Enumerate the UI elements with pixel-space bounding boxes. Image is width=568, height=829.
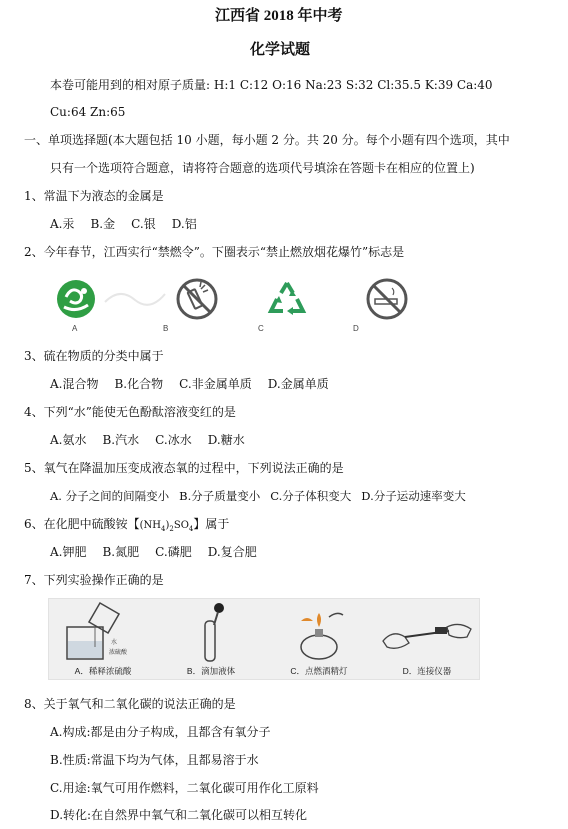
option-a-caption: A．稀释浓硫酸 [74,666,132,676]
option-b[interactable]: B.氮肥 [102,545,140,559]
sign-label-b: B [163,324,169,333]
option-d-image[interactable] [373,599,481,681]
option-a[interactable]: A.混合物 [50,377,99,391]
sign-label-a: A [72,324,78,333]
question-7-stem: 7、下列实验操作正确的是 [24,573,164,587]
option-c[interactable]: C.分子体积变大 [270,489,352,503]
ammonium-sulfate-formula: $(NH_4)_2SO_4$ [139,520,194,533]
atomic-mass-line-1: 本卷可能用到的相对原子质量: H:1 C:12 O:16 Na:23 S:32 Cl:35.5 K:39 Ca:40 [50,78,493,92]
section-instructions-2: 只有一个选项符合题意，请将符合题意的选项代号填涂在答题卡在相应的位置上) [50,161,475,175]
question-8-option-b[interactable]: B.性质:常温下均为气体，且都易溶于水 [50,753,259,767]
question-8-stem: 8、关于氧气和二氧化碳的说法正确的是 [24,697,236,711]
atomic-mass-line-2: Cu:64 Zn:65 [50,105,126,119]
sign-label-c: C [258,324,264,333]
question-3-stem: 3、硫在物质的分类中属于 [24,349,164,363]
question-6-options [50,545,273,559]
option-c[interactable]: C.冰水 [155,433,192,447]
water-label: 水 [111,640,118,646]
question-4-options [50,433,261,447]
option-b[interactable]: B.金 [90,217,116,231]
question-8-option-a[interactable]: A.构成:都是由分子构成，且都含有氧分子 [50,725,271,739]
option-b-caption: B．滴加液体 [186,666,236,676]
option-b-image[interactable] [157,599,265,681]
question-6-stem: 6、在化肥中硫酸铵【$(NH_4)_2SO_4$】属于 [24,517,230,533]
question-3-options [50,377,345,391]
question-1-stem: 1、常温下为液态的金属是 [24,189,164,203]
question-5-options [50,489,482,503]
option-b[interactable]: B.分子质量变小 [179,489,261,503]
question-5-stem: 5、氧气在降温加压变成液态氧的过程中，下列说法正确的是 [24,461,344,475]
dropper-tube-icon [187,601,237,665]
option-a-image[interactable] [49,599,157,681]
option-b[interactable]: B.汽水 [102,433,140,447]
option-a[interactable]: A.氨水 [50,433,87,447]
option-d[interactable]: D.复合肥 [207,545,257,559]
green-sign-icon[interactable] [54,277,98,321]
exam-subject: 化学试题 [250,42,311,58]
question-4-stem: 4、下列“水”能使无色酚酞溶液变红的是 [24,405,236,419]
option-c-caption: C．点燃酒精灯 [290,666,348,676]
option-d[interactable]: D.铝 [171,217,197,231]
sign-label-d: D [353,324,359,333]
option-a[interactable]: A.汞 [50,217,75,231]
option-c[interactable]: C.磷肥 [155,545,192,559]
no-firecrackers-icon[interactable] [175,277,219,321]
question-1-options [50,217,213,231]
faint-smoke-icon [100,282,170,318]
connect-apparatus-icon [379,607,475,661]
option-a[interactable]: A.钾肥 [50,545,87,559]
option-d-caption: D．连接仪器 [402,666,452,676]
option-a[interactable]: A. 分子之间的间隔变小 [50,489,170,503]
option-b[interactable]: B.化合物 [114,377,164,391]
question-2-stem: 2、今年春节，江西实行“禁燃令”。下圈表示“禁止燃放烟花爆竹”标志是 [24,245,405,259]
recycle-icon[interactable] [265,277,309,321]
question-8-option-d[interactable]: D.转化:在自然界中氧气和二氧化碳可以相互转化 [50,808,308,822]
section-instructions-1: 一、单项选择题(本大题包括 10 小题，每小题 2 分。共 20 分。每个小题有四个选项，其中 [24,133,510,147]
no-smoking-icon[interactable] [365,277,409,321]
option-c[interactable]: C.非金属单质 [179,377,252,391]
beaker-pour-icon [59,601,149,663]
option-c-image[interactable] [265,599,373,681]
exam-title: 江西省 2018 年中考 [215,8,343,24]
option-d[interactable]: D.糖水 [207,433,245,447]
option-d[interactable]: D.金属单质 [267,377,329,391]
alcohol-lamp-icon [285,603,355,663]
acid-label: 浓硫酸 [109,650,128,656]
option-c[interactable]: C.银 [131,217,156,231]
option-d[interactable]: D.分子运动速率变大 [361,489,466,503]
question-8-option-c[interactable]: C.用途:氧气可用作燃料，二氧化碳可用作化工原料 [50,781,319,795]
lab-operations-figure [48,598,480,680]
